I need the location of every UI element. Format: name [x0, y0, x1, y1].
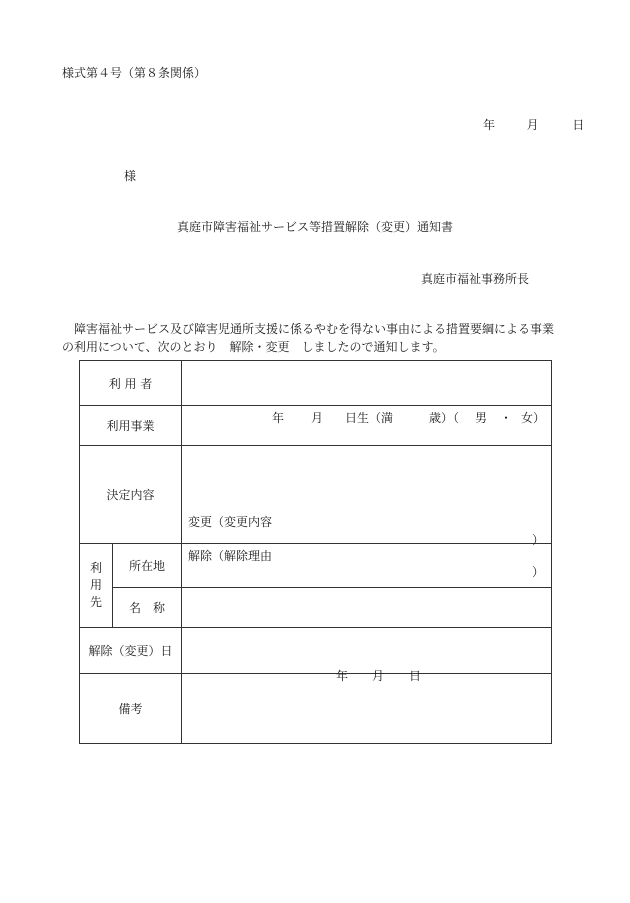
table-row-address: [80, 544, 552, 588]
sex-male: 男: [475, 411, 488, 425]
notification-table: [79, 360, 552, 744]
table-row-decision: [80, 446, 552, 544]
birth-month: 月: [311, 411, 324, 425]
user-value-cell[interactable]: [182, 361, 552, 425]
table-row-remarks: [80, 674, 552, 744]
release-close: ）: [532, 564, 545, 579]
address-label: 所在地: [113, 544, 182, 588]
age-unit: 歳）（: [429, 411, 460, 425]
date-day: 日: [572, 118, 585, 132]
rd-year: 年: [336, 668, 349, 683]
provider-label: 利 用 先: [80, 544, 113, 628]
release-date-label: 解除（変更）日: [80, 628, 182, 674]
sex-female: 女）: [521, 411, 546, 425]
date-month: 月: [526, 118, 539, 132]
body-line-2: の利用について、次のとおり 解除・変更 しましたので通知します。: [62, 340, 445, 354]
change-text: 変更（変更内容: [188, 514, 273, 529]
table-row-user: [80, 361, 552, 406]
decision-value-cell[interactable]: [182, 446, 552, 579]
birth-day: 日生（満: [345, 411, 394, 425]
issuer: 真庭市福祉事務所長: [421, 272, 530, 286]
release-text: 解除（解除理由: [188, 548, 273, 563]
table-row-name: [80, 588, 552, 628]
form-number: 様式第４号（第８条関係）: [62, 66, 207, 80]
change-close: ）: [532, 532, 545, 547]
name-value-cell[interactable]: [182, 588, 552, 628]
user-label: 利 用 者: [80, 361, 182, 406]
date-year: 年: [483, 118, 496, 132]
decision-label: 決定内容: [80, 446, 182, 544]
body-line-1: 障害福祉サービス及び障害児通所支援に係るやむを得ない事由による措置要綱による事業: [74, 322, 555, 336]
service-label: 利用事業: [80, 406, 182, 446]
remarks-value-cell[interactable]: [182, 674, 552, 744]
birth-year: 年: [272, 411, 285, 425]
document-title: 真庭市障害福祉サービス等措置解除（変更）通知書: [176, 220, 453, 234]
release-date-value-cell[interactable]: [182, 628, 552, 683]
rd-month: 月: [372, 668, 385, 683]
remarks-label: 備考: [80, 674, 182, 744]
rd-day: 日: [409, 668, 422, 683]
name-label: 名 称: [113, 588, 182, 628]
sex-separator: ・: [500, 411, 513, 425]
date-line: [483, 116, 584, 133]
table-row-release-date: [80, 628, 552, 674]
body-text: [62, 320, 562, 356]
addressee: 様: [124, 169, 137, 183]
